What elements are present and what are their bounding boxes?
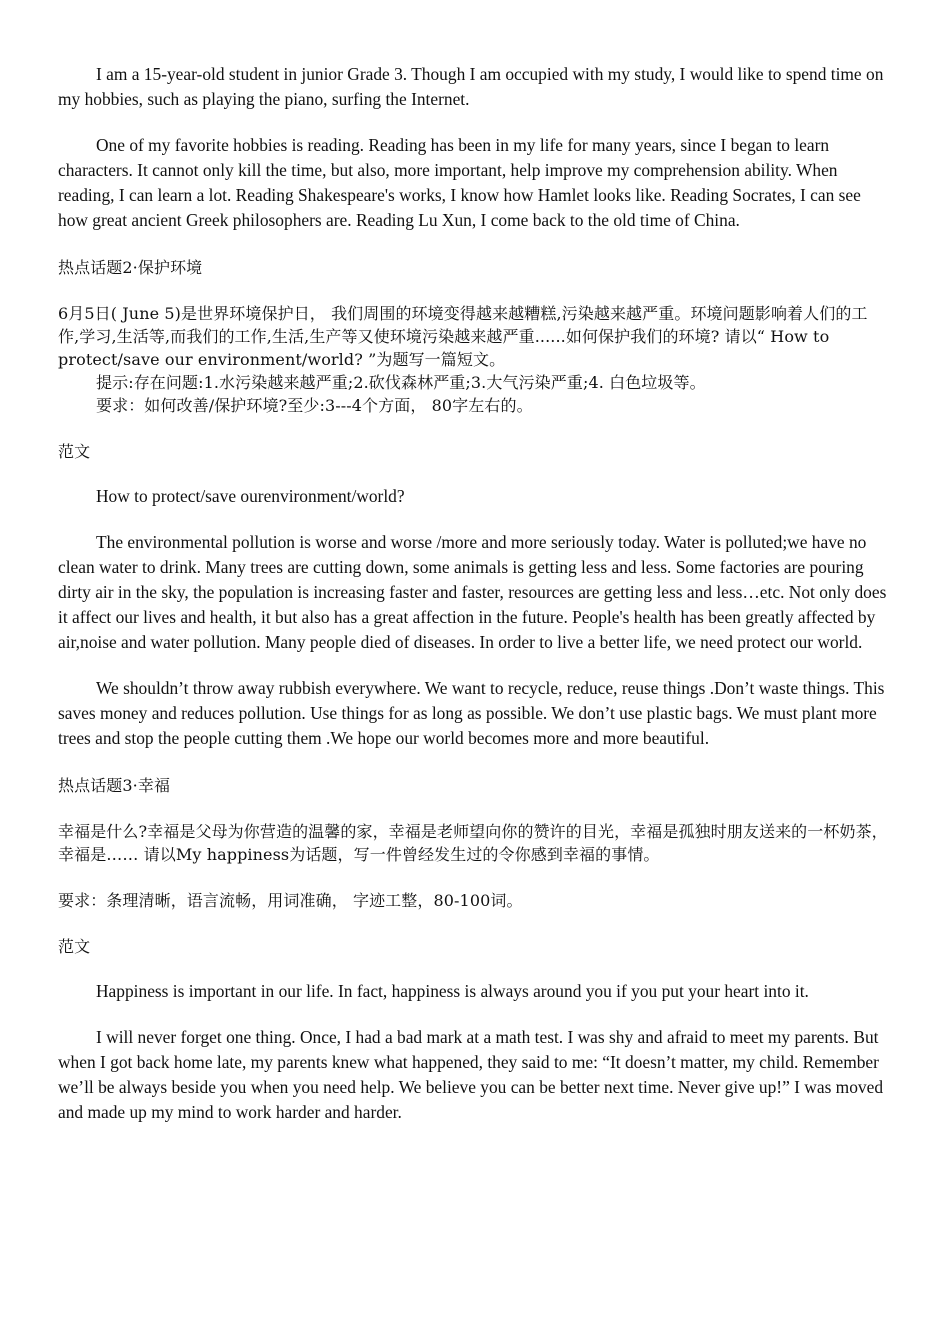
paragraph-reading-hobby: One of my favorite hobbies is reading. Reading has been in my life for many years, since I began to learn characters. It cannot only kill the time, but also, more important, help improve my comprehension ability. When reading, I can learn a lot. Reading Shakespeare's works, I know how Hamlet looks like. Reading Socrates, I can see how great ancient Greek philosophers are. Reading Lu Xun, I come back to the old time of China. [58, 135, 861, 230]
essay-3-paragraph-1: Happiness is important in our life. In fact, happiness is always around you if you put your heart into it. [96, 981, 809, 1001]
topic-2-requirement: 要求：如何改善/保护环境?至少:3---4个方面， 80字左右的。 [96, 396, 533, 415]
document-page [58, 62, 888, 1125]
topic-3-heading: 热点话题3·幸福 [58, 776, 171, 795]
sample-essay-label-2: 范文 [58, 937, 91, 956]
topic-2-prompt: 6月5日( June 5)是世界环境保护日， 我们周围的环境变得越来越糟糕,污染越来越严重。环境问题影响着人们的工作,学习,生活等,而我们的工作,生活,生产等又使环境污染越来越严重......如何保护我们的环境? 请以“ How to protect/save our environment/world? ”为题写一篇短文。 [58, 304, 868, 369]
topic-2-hint: 提示:存在问题:1.水污染越来越严重;2.砍伐森林严重;3.大气污染严重;4. 白色垃圾等。 [96, 373, 706, 392]
essay-3-paragraph-2: I will never forget one thing. Once, I had a bad mark at a math test. I was shy and afraid to meet my parents. But when I got back home late, my parents knew what happened, they said to me: “It doesn’t matter, my child. Remember we’ll be always beside you when you need help. We believe you can be better next time. Never give up!” I was moved and made up my mind to work harder and harder. [58, 1027, 884, 1122]
essay-2-title: How to protect/save ourenvironment/world? [96, 486, 405, 506]
sample-essay-label: 范文 [58, 442, 91, 461]
paragraph-hobbies-intro: I am a 15-year-old student in junior Grade 3. Though I am occupied with my study, I would like to spend time on my hobbies, such as playing the piano, surfing the Internet. [58, 64, 884, 109]
essay-2-paragraph-1: The environmental pollution is worse and worse /more and more seriously today. Water is polluted;we have no clean water to drink. Many trees are cutting down, some animals is getting less and less. Some factories are pouring dirty air in the sky, the population is increasing faster and faster, resources are getting less and less…etc. Not only does it affect our lives and health, it but also has a great affection in the future. People's health has been greatly affected by air,noise and water pollution. Many people died of diseases. In order to live a better life, we need protect our world. [58, 532, 887, 652]
essay-2-paragraph-2: We shouldn’t throw away rubbish everywhere. We want to recycle, reduce, reuse things .Don’t waste things. This saves money and reduces pollution. Use things for as long as possible. We don’t use plastic bags. We must plant more trees and stop the people cutting them .We hope our world becomes more and more beautiful. [58, 678, 885, 748]
topic-3-prompt: 幸福是什么?幸福是父母为你营造的温馨的家，幸福是老师望向你的赞许的目光，幸福是孤独时朋友送来的一杯奶茶，幸福是…… 请以My happiness为话题，写一件曾经发生过的令你感到幸福的事情。 [58, 822, 888, 864]
topic-3-requirement: 要求：条理清晰，语言流畅，用词准确， 字迹工整，80-100词。 [58, 891, 523, 910]
topic-2-heading: 热点话题2·保护环境 [58, 258, 203, 277]
